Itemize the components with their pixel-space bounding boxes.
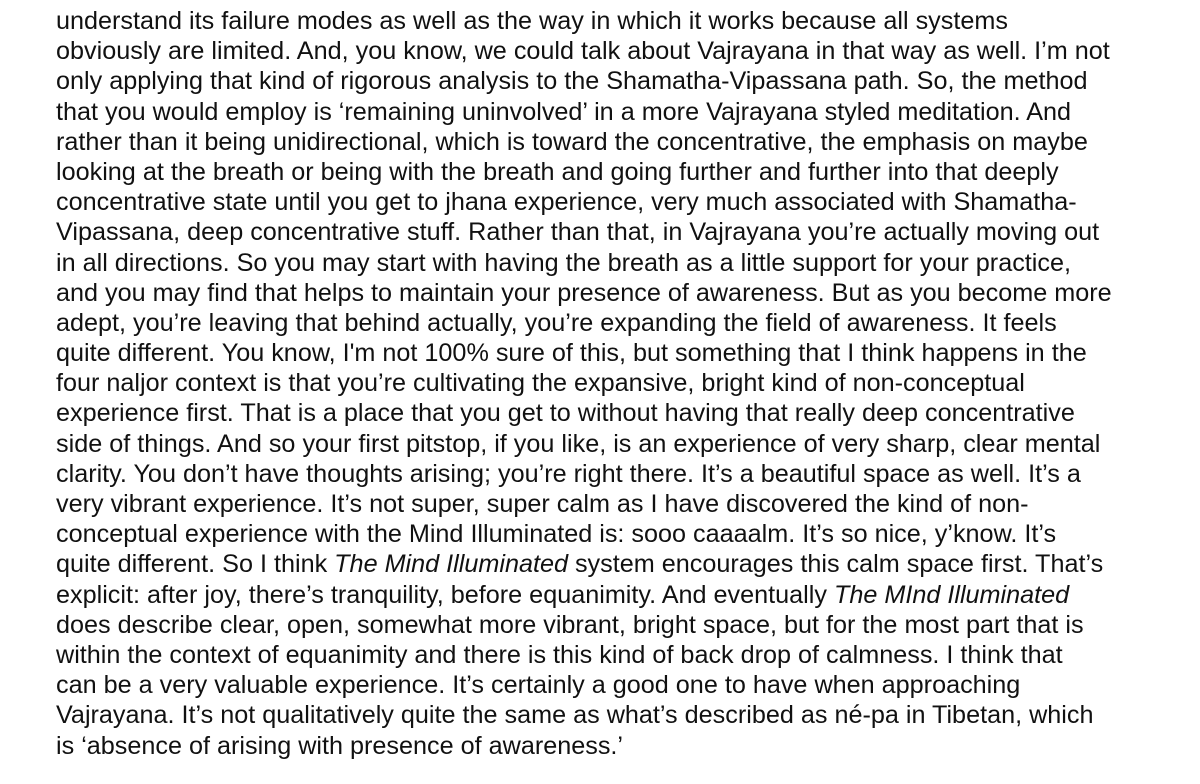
text-segment: quite different. So I think (56, 550, 335, 579)
italic-book-title: The Mind Illuminated (334, 550, 568, 579)
text-segment: adept, you’re leaving that behind actually, you’re expanding the field of awareness. It feels (56, 308, 1057, 337)
text-segment: very vibrant experience. It’s not super, super calm as I have discovered the kind of non- (56, 490, 1029, 518)
text-segment: conceptual experience with the Mind Illuminated is: sooo caaaalm. It’s so nice, y’know. It’s (56, 520, 1057, 549)
text-segment: within the context of equanimity and there is this kind of back drop of calmness. I think that (56, 640, 1063, 669)
text-line (56, 6, 1170, 36)
text-line (56, 519, 1170, 549)
text-segment: concentrative state until you get to jhana experience, very much associated with Shamatha- (56, 188, 1077, 217)
text-segment: understand its failure modes as well as the way in which it works because all systems (56, 7, 1008, 35)
text-line (56, 127, 1170, 157)
text-line (56, 580, 1170, 610)
text-segment: four naljor context is that you’re cultivating the expansive, bright kind of non-conceptual (56, 369, 1025, 398)
text-line (56, 187, 1170, 217)
text-line (56, 610, 1170, 640)
text-segment: is ‘absence of arising with presence of awareness.’ (56, 731, 624, 760)
text-line (56, 278, 1170, 308)
text-line (56, 670, 1170, 700)
text-line (56, 700, 1170, 730)
text-line (56, 338, 1170, 368)
text-line (56, 157, 1170, 187)
text-line (56, 398, 1170, 428)
text-line (56, 368, 1170, 398)
text-line (56, 459, 1170, 489)
text-segment: can be a very valuable experience. It’s certainly a good one to have when approaching (56, 671, 1021, 700)
text-line (56, 217, 1170, 247)
text-segment: clarity. You don’t have thoughts arising; you’re right there. It’s a beautiful space as well. It’s a (56, 459, 1081, 488)
text-line (56, 248, 1170, 278)
text-line (56, 640, 1170, 670)
italic-book-title: The MInd Illuminated (833, 580, 1070, 609)
text-line (56, 731, 1170, 761)
text-segment: only applying that kind of rigorous analysis to the Shamatha-Vipassana path. So, the method (56, 67, 1088, 96)
text-segment: system encourages this calm space first. That’s (567, 550, 1104, 579)
text-line (56, 36, 1170, 66)
text-segment: in all directions. So you may start with having the breath as a little support for your practice, (56, 248, 1071, 277)
text-line (56, 308, 1170, 338)
text-line (56, 489, 1170, 519)
text-segment: that you would employ is ‘remaining uninvolved’ in a more Vajrayana styled meditation. And (56, 97, 1072, 126)
text-segment: experience first. That is a place that you get to without having that really deep concentrative (56, 399, 1075, 428)
text-segment: side of things. And so your first pitstop, if you like, is an experience of very sharp, clear mental (56, 429, 1101, 458)
text-segment: Vajrayana. It’s not qualitatively quite the same as what’s described as né-pa in Tibetan, which (56, 701, 1094, 730)
transcript-text (56, 6, 1170, 761)
text-segment: Vipassana, deep concentrative stuff. Rather than that, in Vajrayana you’re actually moving out (56, 218, 1100, 247)
text-line (56, 549, 1170, 579)
text-segment: quite different. You know, I'm not 100% sure of this, but something that I think happens in the (56, 339, 1087, 368)
text-line (56, 66, 1170, 96)
text-segment: does describe clear, open, somewhat more vibrant, bright space, but for the most part that is (56, 610, 1084, 639)
text-segment: and you may find that helps to maintain your presence of awareness. But as you become more (56, 278, 1112, 307)
text-segment: looking at the breath or being with the breath and going further and further into that deeply (56, 157, 1059, 186)
text-segment: explicit: after joy, there’s tranquility, before equanimity. And eventually (56, 580, 834, 609)
text-segment: obviously are limited. And, you know, we could talk about Vajrayana in that way as well. I’m not (56, 37, 1110, 66)
text-segment: rather than it being unidirectional, which is toward the concentrative, the emphasis on maybe (56, 127, 1088, 156)
text-line (56, 97, 1170, 127)
text-line (56, 429, 1170, 459)
